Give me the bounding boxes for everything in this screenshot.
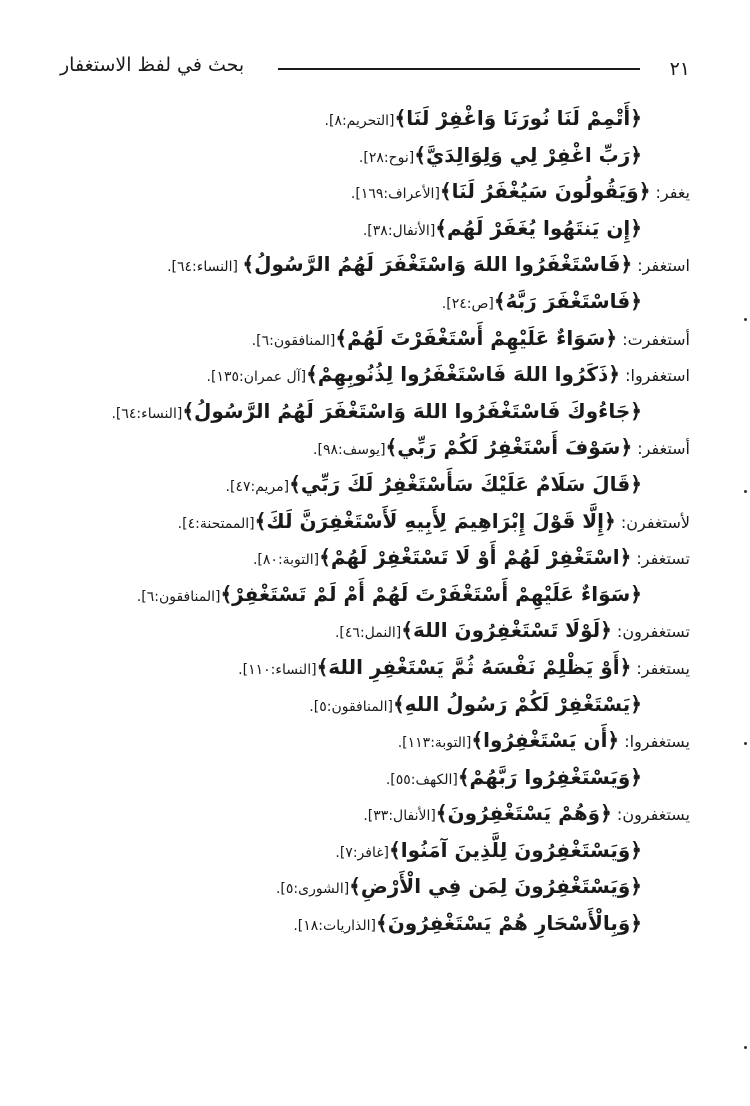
verse-reference: [آل عمران:١٣٥]. bbox=[206, 369, 307, 386]
verse-reference: [يوسف:٩٨]. bbox=[313, 442, 386, 459]
quran-verse: ﴿يَسْتَغْفِرْ لَكُمْ رَسُولُ اللهِ﴾ bbox=[392, 691, 642, 716]
verse-line bbox=[60, 137, 690, 174]
verse-reference: [الأعراف:١٦٩]. bbox=[350, 186, 440, 203]
verse-reference: [الممتحنة:٤]. bbox=[177, 515, 255, 532]
verb-form-label: يغفر: bbox=[650, 183, 690, 203]
verse-line bbox=[60, 539, 690, 576]
verse-line bbox=[60, 722, 690, 759]
verse-line bbox=[60, 832, 690, 869]
quran-verse: ﴿سَوَاءٌ عَلَيْهِمْ أَسْتَغْفَرْتَ لَهُمْ أَمْ لَمْ تَسْتَغْفِرْ﴾ bbox=[220, 581, 642, 606]
verb-form-label: استغفر: bbox=[632, 256, 690, 276]
verse-reference: [المنافقون:٦]. bbox=[136, 588, 221, 605]
verse-line bbox=[60, 100, 690, 137]
quran-verse: ﴿وَهُمْ يَسْتَغْفِرُونَ﴾ bbox=[435, 801, 612, 826]
page-number: ٢١ bbox=[669, 58, 690, 80]
verse-reference: [نوح:٢٨]. bbox=[358, 149, 415, 166]
verse-reference: [غافر:٧]. bbox=[335, 844, 390, 861]
header-rule bbox=[278, 68, 640, 70]
verse-line bbox=[60, 429, 690, 466]
verse-line bbox=[60, 612, 690, 649]
verse-line bbox=[60, 576, 690, 613]
verse-reference: [الأنفال:٣٨]. bbox=[362, 222, 436, 239]
quran-verse: ﴿ذَكَرُوا اللهَ فَاسْتَغْفَرُوا لِذُنُوبِهِمْ﴾ bbox=[306, 362, 621, 387]
quran-verse: ﴿إِلَّا قَوْلَ إِبْرَاهِيمَ لِأَبِيهِ لَأَسْتَغْفِرَنَّ لَكَ﴾ bbox=[254, 508, 616, 533]
verse-line bbox=[60, 905, 690, 942]
scan-speck bbox=[744, 742, 747, 745]
quran-verse: ﴿وَيَسْتَغْفِرُونَ لِلَّذِينَ آمَنُوا﴾ bbox=[389, 837, 642, 862]
quran-verse: ﴿جَاءُوكَ فَاسْتَغْفَرُوا اللهَ وَاسْتَغْفَرَ لَهُمُ الرَّسُولُ﴾ bbox=[182, 398, 642, 423]
verb-form-label: يستغفروا: bbox=[619, 732, 690, 752]
scan-speck bbox=[744, 318, 747, 321]
quran-verse: ﴿رَبِّ اغْفِرْ لِي وَلِوَالِدَيَّ﴾ bbox=[414, 142, 642, 167]
verse-line bbox=[60, 868, 690, 905]
quran-verse: ﴿وَيَقُولُونَ سَيُغْفَرُ لَنَا﴾ bbox=[439, 179, 651, 204]
verse-list bbox=[60, 100, 690, 942]
quran-verse: ﴿أَوْ يَظْلِمْ نَفْسَهُ ثُمَّ يَسْتَغْفِرِ اللهَ﴾ bbox=[316, 654, 632, 679]
verb-form-label: أستغفرت: bbox=[617, 329, 690, 349]
verse-line bbox=[60, 503, 690, 540]
verse-reference: [المنافقون:٥]. bbox=[309, 698, 393, 715]
verb-form-label: لأستغفرن: bbox=[615, 512, 690, 532]
quran-verse: ﴿لَوْلَا تَسْتَغْفِرُونَ اللهَ﴾ bbox=[401, 618, 612, 643]
quran-verse: ﴿قَالَ سَلَامٌ عَلَيْكَ سَأَسْتَغْفِرُ لَكَ رَبِّي﴾ bbox=[289, 471, 642, 496]
verse-line bbox=[60, 759, 690, 796]
scan-speck bbox=[744, 490, 747, 493]
quran-verse: ﴿فَاسْتَغْفَرُوا اللهَ وَاسْتَغْفَرَ لَهُمُ الرَّسُولُ﴾ bbox=[242, 252, 633, 277]
verse-line bbox=[60, 393, 690, 430]
scan-speck bbox=[744, 1046, 747, 1049]
verse-reference: [الكهف:٥٥]. bbox=[385, 771, 458, 788]
verb-form-label: تستغفر: bbox=[631, 549, 690, 569]
quran-verse: ﴿وَبِالْأَسْحَارِ هُمْ يَسْتَغْفِرُونَ﴾ bbox=[375, 911, 642, 936]
verse-reference: [الشورى:٥]. bbox=[275, 881, 350, 898]
verse-line bbox=[60, 795, 690, 832]
quran-verse: ﴿فَاسْتَغْفَرَ رَبَّهُ﴾ bbox=[493, 288, 642, 313]
quran-verse: ﴿سَوْفَ أَسْتَغْفِرُ لَكُمْ رَبِّي﴾ bbox=[385, 435, 633, 460]
quran-verse: ﴿أَن يَسْتَغْفِرُوا﴾ bbox=[471, 728, 620, 753]
quran-verse: ﴿سَوَاءٌ عَلَيْهِمْ أَسْتَغْفَرْتَ لَهُمْ﴾ bbox=[335, 325, 618, 350]
verse-reference: [ص:٢٤]. bbox=[441, 295, 494, 312]
quran-verse: ﴿إِن يَنتَهُوا يُغَفَرْ لَهُم﴾ bbox=[435, 215, 642, 240]
verse-reference: [النساء:١١٠]. bbox=[238, 661, 317, 678]
verse-line bbox=[60, 283, 690, 320]
verse-line bbox=[60, 466, 690, 503]
verb-form-label: استغفروا: bbox=[620, 366, 690, 386]
verse-line bbox=[60, 320, 690, 357]
verse-reference: [مريم:٤٧]. bbox=[225, 478, 290, 495]
quran-verse: ﴿وَيَسْتَغْفِرُوا رَبَّهُمْ﴾ bbox=[457, 764, 642, 789]
quran-verse: ﴿وَيَسْتَغْفِرُونَ لِمَن فِي الْأَرْضِ﴾ bbox=[349, 874, 642, 899]
verse-reference: [الأنفال:٣٣]. bbox=[363, 808, 436, 825]
verse-line bbox=[60, 356, 690, 393]
verse-line bbox=[60, 210, 690, 247]
verse-reference: [التوبة:١١٣]. bbox=[397, 735, 472, 752]
verb-form-label: أستغفر: bbox=[632, 439, 690, 459]
verb-form-label: تستغفرون: bbox=[611, 622, 690, 642]
verse-reference: [النساء:٦٤]. bbox=[167, 259, 243, 276]
verse-reference: [التوبة:٨٠]. bbox=[252, 552, 320, 569]
verb-form-label: يستغفر: bbox=[631, 658, 690, 678]
quran-verse: ﴿اسْتَغْفِرْ لَهُمْ أَوْ لَا تَسْتَغْفِرْ لَهُمْ﴾ bbox=[319, 545, 632, 570]
verse-line bbox=[60, 246, 690, 283]
verse-reference: [المنافقون:٦]. bbox=[251, 332, 336, 349]
verb-form-label: يستغفرون: bbox=[611, 805, 690, 825]
verse-line bbox=[60, 686, 690, 723]
verse-reference: [النمل:٤٦]. bbox=[334, 625, 402, 642]
quran-verse: ﴿أَتْمِمْ لَنَا نُورَنَا وَاغْفِرْ لَنَا﴾ bbox=[394, 106, 642, 130]
verse-reference: [الذاريات:١٨]. bbox=[293, 918, 376, 935]
verse-reference: [التحريم:٨]. bbox=[324, 113, 395, 129]
verse-line bbox=[60, 173, 690, 210]
verse-reference: [النساء:٦٤]. bbox=[111, 405, 183, 422]
verse-line bbox=[60, 649, 690, 686]
page-header bbox=[60, 48, 690, 88]
running-title: بحث في لفظ الاستغفار bbox=[60, 54, 245, 76]
